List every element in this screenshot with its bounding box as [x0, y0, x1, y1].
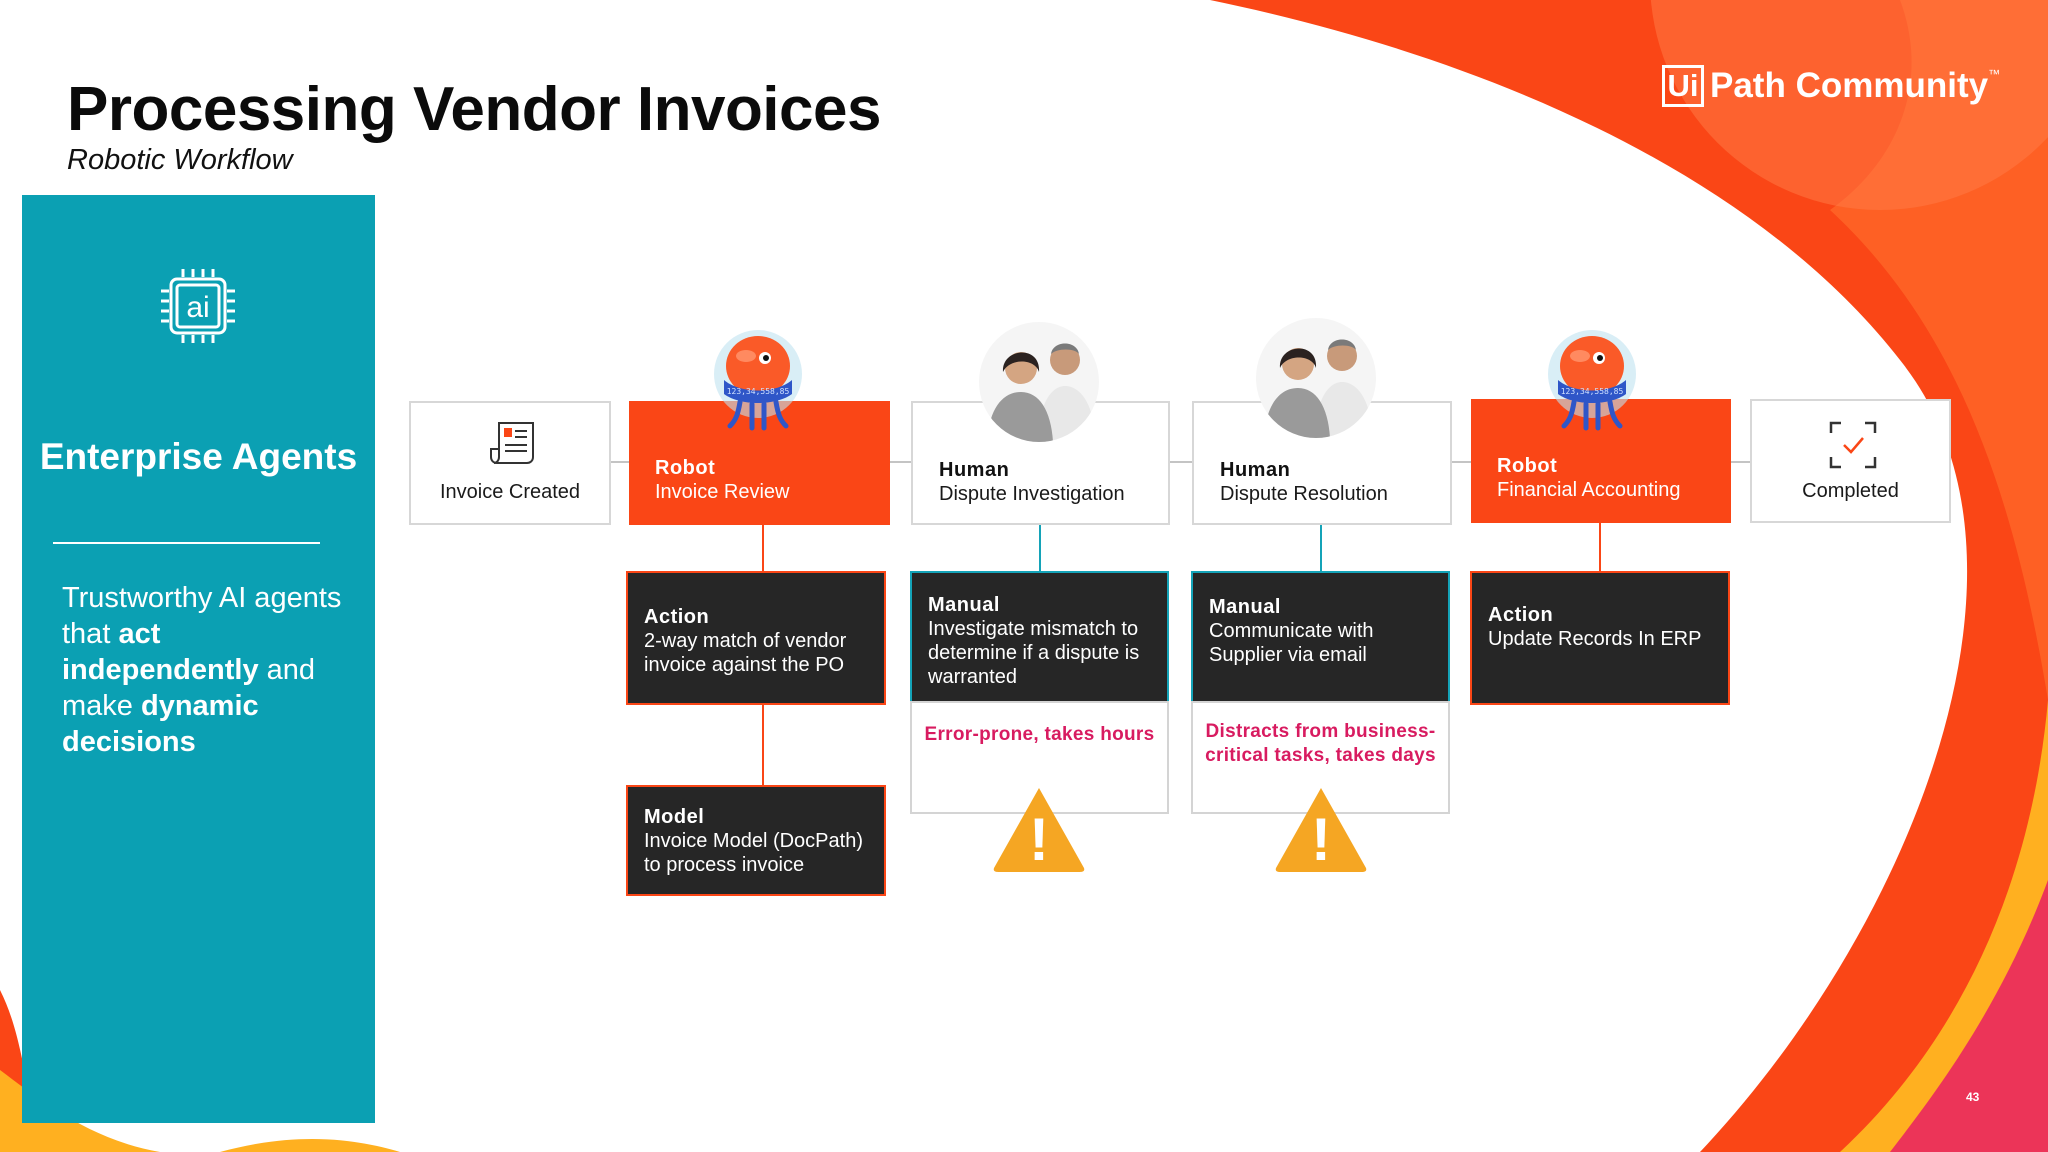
stage-actor: Robot: [655, 457, 716, 479]
panel-text: Trustworthy AI agents that: [62, 582, 342, 650]
start-label: Invoice Created: [439, 481, 581, 503]
robot-display-text: 123,34,558,85: [1560, 387, 1624, 396]
invoice-document-icon: [489, 419, 537, 465]
panel-emphasis: dynamic decisions: [62, 690, 259, 758]
task-line: warranted: [928, 666, 1017, 688]
task-line: determine if a dispute is: [928, 642, 1140, 664]
task-model-docpath: [626, 785, 886, 896]
page-number: 43: [1966, 1090, 1980, 1104]
connector-line: [1320, 522, 1322, 572]
robot-mascot-icon: [1544, 328, 1640, 432]
task-line: to process invoice: [644, 854, 805, 876]
connector-line: [1039, 524, 1041, 572]
panel-emphasis: act independently: [62, 618, 259, 686]
connector-line: [1169, 461, 1192, 463]
panel-text: and make: [62, 654, 316, 722]
task-manual-investigate: [910, 571, 1169, 703]
task-type: Manual: [928, 594, 1000, 616]
stage-name: Dispute Resolution: [1220, 483, 1388, 505]
page-title: Processing Vendor Invoices: [67, 75, 881, 144]
people-avatar: [979, 322, 1099, 442]
logo-trademark: ™: [1988, 67, 2001, 81]
warning-icon: [990, 784, 1088, 874]
task-type: Model: [644, 806, 705, 828]
enterprise-agents-panel: [22, 195, 375, 1123]
ai-chip-icon: [157, 265, 239, 347]
task-action-po-match: [626, 571, 886, 705]
task-line: Investigate mismatch to: [928, 618, 1139, 640]
stage-actor: Robot: [1497, 455, 1558, 477]
connector-line: [1599, 522, 1601, 572]
ai-chip-text: ai: [186, 291, 210, 324]
connector-line: [610, 461, 629, 463]
panel-description: [62, 580, 352, 760]
uipath-community-logo: [1662, 62, 2000, 110]
stage-actor: Human: [939, 459, 1010, 481]
impact-text: Distracts from business-: [1205, 721, 1436, 742]
warning-icon: [1272, 784, 1370, 874]
page-subtitle: Robotic Workflow: [67, 144, 293, 176]
connector-line: [762, 703, 764, 787]
warning-symbol: !: [1311, 806, 1331, 873]
robot-display-text: 123,34,558,85: [726, 387, 790, 396]
task-line: invoice against the PO: [644, 654, 845, 676]
stage-name: Invoice Review: [655, 481, 790, 503]
task-manual-communicate: [1191, 571, 1450, 703]
task-line: Supplier via email: [1209, 644, 1367, 666]
completed-check-icon: [1829, 421, 1877, 469]
task-line: Communicate with: [1209, 620, 1374, 642]
connector-line: [1730, 461, 1750, 463]
stage-name: Dispute Investigation: [939, 483, 1125, 505]
task-line: 2-way match of vendor: [644, 630, 847, 652]
impact-text: critical tasks, takes days: [1205, 745, 1436, 766]
stage-name: Financial Accounting: [1497, 479, 1681, 501]
task-type: Action: [1488, 604, 1554, 626]
people-avatar: [1256, 318, 1376, 438]
task-action-update-erp: [1470, 571, 1730, 705]
task-type: Manual: [1209, 596, 1281, 618]
robot-mascot-icon: [710, 328, 806, 432]
logo-text: Path Community: [1710, 66, 1989, 105]
stage-actor: Human: [1220, 459, 1291, 481]
people-icon: [1256, 318, 1376, 438]
impact-text: Error-prone, takes hours: [924, 724, 1155, 745]
connector-line: [889, 461, 911, 463]
task-line: Invoice Model (DocPath): [644, 830, 863, 852]
task-line: Update Records In ERP: [1488, 628, 1702, 650]
panel-divider: [53, 542, 320, 544]
connector-line: [762, 524, 764, 572]
completed-node: [1750, 399, 1951, 523]
panel-title: Enterprise Agents: [39, 436, 358, 477]
people-icon: [979, 322, 1099, 442]
warning-symbol: !: [1029, 806, 1049, 873]
end-label: Completed: [1802, 480, 1899, 502]
logo-mark: Ui: [1662, 65, 1704, 107]
task-type: Action: [644, 606, 710, 628]
connector-line: [1451, 461, 1471, 463]
invoice-created-node: [409, 401, 611, 525]
